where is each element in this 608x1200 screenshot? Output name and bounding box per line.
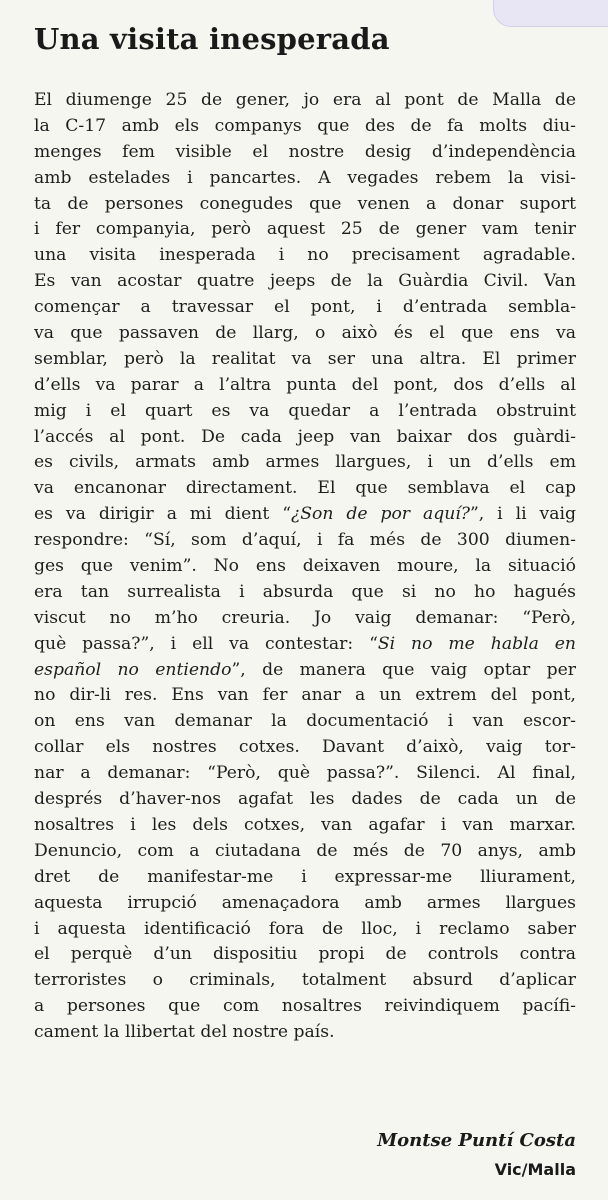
article-body <box>34 88 576 1046</box>
body-line: cament la llibertat del nostre país. <box>34 1022 335 1043</box>
body-line: nar a demanar: “Però, què passa?”. Silenci. Al final, <box>34 763 576 784</box>
body-line <box>34 502 576 528</box>
body-line: terroristes o criminals, totalment absurd d’aplicar <box>34 970 576 991</box>
body-line: mig i el quart es va quedar a l’entrada obstruint <box>34 400 576 421</box>
body-line: una visita inesperada i no precisament agradable. <box>34 245 576 266</box>
page-corner-tab <box>493 0 608 27</box>
body-line: l’accés al pont. De cada jeep van baixar dos guàrdi- <box>34 426 576 447</box>
body-line: ta de persones conegudes que venen a donar suport <box>34 193 576 214</box>
body-line: respondre: “Sí, som d’aquí, i fa més de 300 diumen- <box>34 530 576 551</box>
body-line: a persones que com nosaltres reivindiquem pacífi- <box>34 996 576 1017</box>
body-line: i aquesta identificació fora de lloc, i reclamo saber <box>34 918 576 939</box>
body-line: es civils, armats amb armes llargues, i un d’ells em <box>34 452 576 473</box>
body-line: menges fem visible el nostre desig d’independència <box>34 141 576 162</box>
body-line: Denuncio, com a ciutadana de més de 70 anys, amb <box>34 840 576 861</box>
body-text-segment: ”, de manera que vaig optar per <box>231 659 576 680</box>
quoted-spanish-phrase: español no entiendo <box>34 659 232 680</box>
body-line: viscut no m’ho creuria. Jo vaig demanar: “Però, <box>34 607 576 628</box>
body-text-segment: què passa?”, i ell va contestar: “ <box>34 633 378 654</box>
body-line: El diumenge 25 de gener, jo era al pont de Malla de <box>34 90 576 110</box>
body-line: no dir-li res. Ens van fer anar a un extrem del pont, <box>34 685 576 706</box>
body-line: el perquè d’un dispositiu propi de controls contra <box>34 944 576 965</box>
body-line: la C-17 amb els companys que des de fa molts diu- <box>34 115 576 136</box>
author-signature: Montse Puntí Costa <box>377 1130 576 1151</box>
body-line <box>34 632 576 658</box>
body-line: collar els nostres cotxes. Davant d’això, vaig tor- <box>34 737 576 758</box>
body-text-segment: es va dirigir a mi dient “ <box>34 504 291 525</box>
quoted-spanish-phrase: Si no me habla en <box>377 633 576 654</box>
body-line: Es van acostar quatre jeeps de la Guàrdia Civil. Van <box>34 271 576 292</box>
body-line: i fer companyia, però aquest 25 de gener vam tenir <box>34 219 576 240</box>
body-text-segment: ”, i li vaig <box>469 504 576 525</box>
article-title: Una visita inesperada <box>34 22 390 56</box>
body-line: nosaltres i les dels cotxes, van agafar i van marxar. <box>34 814 576 835</box>
body-line: semblar, però la realitat va ser una altra. El primer <box>34 348 576 369</box>
body-line: era tan surrealista i absurda que si no ho hagués <box>34 581 576 602</box>
body-line: dret de manifestar-me i expressar-me lliurament, <box>34 866 576 887</box>
body-line: d’ells va parar a l’altra punta del pont, dos d’ells al <box>34 374 576 395</box>
body-line: va encanonar directament. El que semblava el cap <box>34 478 576 499</box>
body-line: començar a travessar el pont, i d’entrada sembla- <box>34 297 576 318</box>
body-line: després d’haver-nos agafat les dades de cada un de <box>34 789 576 810</box>
author-location: Vic/Malla <box>494 1160 576 1179</box>
body-line <box>34 658 576 684</box>
body-line: on ens van demanar la documentació i van escor- <box>34 711 576 732</box>
body-line: amb estelades i pancartes. A vegades rebem la visi- <box>34 167 576 188</box>
body-line: aquesta irrupció amenaçadora amb armes llargues <box>34 892 576 913</box>
quoted-spanish-phrase: ¿Son de por aquí? <box>290 504 470 525</box>
body-line: va que passaven de llarg, o això és el que ens va <box>34 323 576 344</box>
body-line: ges que venim”. No ens deixaven moure, la situació <box>34 556 576 577</box>
